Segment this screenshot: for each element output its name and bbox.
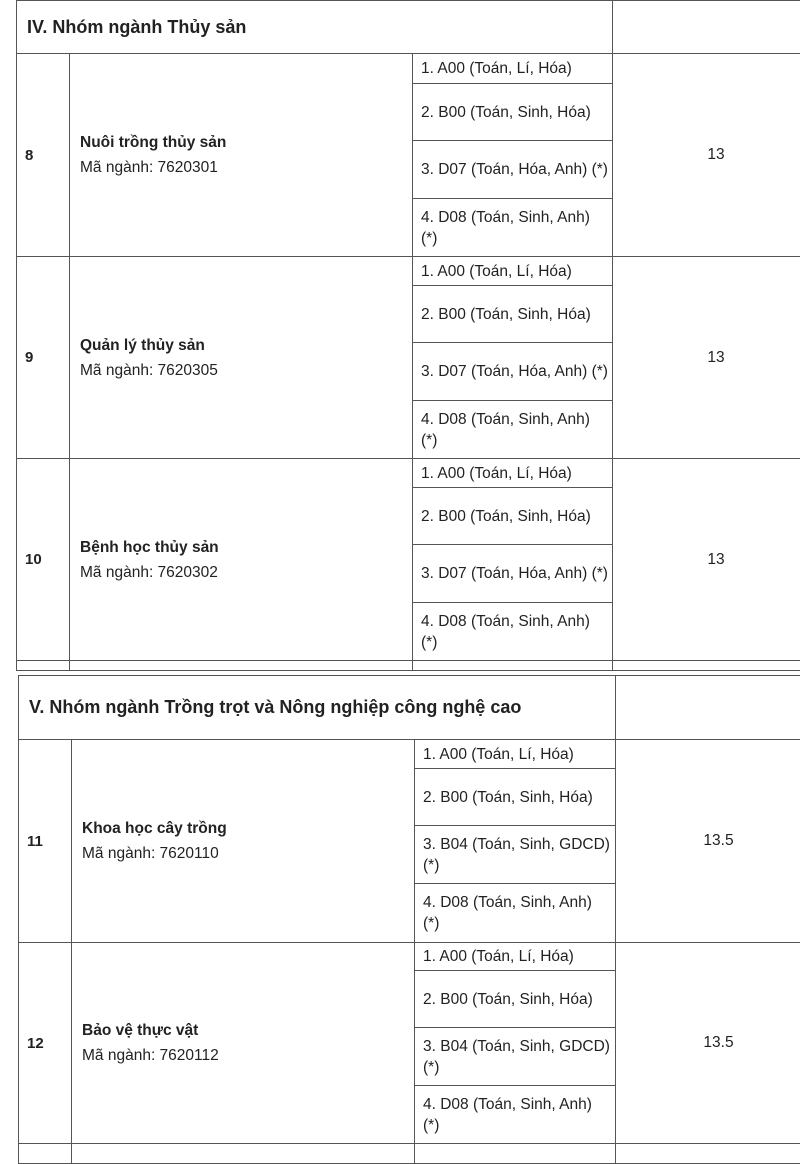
major-cell bbox=[70, 257, 413, 459]
score-cell: 13.5 bbox=[616, 740, 800, 943]
major-code: Mã ngành: 7620305 bbox=[80, 358, 412, 383]
row-number: 9 bbox=[17, 257, 70, 459]
combo-item: 2. B00 (Toán, Sinh, Hóa) bbox=[413, 84, 613, 141]
major-code: Mã ngành: 7620301 bbox=[80, 155, 412, 180]
table-cell-empty bbox=[613, 661, 800, 671]
major-name: Nuôi trồng thủy sản bbox=[80, 130, 412, 155]
section-table bbox=[18, 675, 800, 1164]
major-name: Khoa học cây trồng bbox=[82, 816, 414, 841]
table-cell-empty bbox=[413, 661, 613, 671]
major-code: Mã ngành: 7620112 bbox=[82, 1043, 414, 1068]
table-cell-empty bbox=[17, 661, 70, 671]
combo-item: 2. B00 (Toán, Sinh, Hóa) bbox=[415, 769, 616, 826]
combo-item: 3. D07 (Toán, Hóa, Anh) (*) bbox=[413, 545, 613, 603]
major-code: Mã ngành: 7620110 bbox=[82, 841, 414, 866]
combo-item: 4. D08 (Toán, Sinh, Anh) (*) bbox=[413, 199, 613, 257]
row-number: 12 bbox=[19, 943, 72, 1144]
major-name: Bệnh học thủy sản bbox=[80, 535, 412, 560]
score-cell: 13 bbox=[613, 459, 800, 661]
major-code: Mã ngành: 7620302 bbox=[80, 560, 412, 585]
combo-item: 1. A00 (Toán, Lí, Hóa) bbox=[413, 257, 613, 286]
major-cell bbox=[72, 740, 415, 943]
table-cell-empty bbox=[415, 1144, 616, 1164]
section-title-blank bbox=[613, 1, 800, 54]
row-number: 11 bbox=[19, 740, 72, 943]
table-cell-empty bbox=[19, 1144, 72, 1164]
section-title-blank bbox=[616, 676, 800, 740]
major-cell bbox=[70, 459, 413, 661]
combo-item: 4. D08 (Toán, Sinh, Anh) (*) bbox=[415, 884, 616, 943]
combo-item: 4. D08 (Toán, Sinh, Anh) (*) bbox=[413, 603, 613, 661]
combo-item: 1. A00 (Toán, Lí, Hóa) bbox=[415, 740, 616, 769]
table-cell-empty bbox=[72, 1144, 415, 1164]
combo-item: 1. A00 (Toán, Lí, Hóa) bbox=[413, 459, 613, 488]
combo-item: 3. B04 (Toán, Sinh, GDCD) (*) bbox=[415, 1028, 616, 1086]
score-cell: 13.5 bbox=[616, 943, 800, 1144]
table-cell-empty bbox=[70, 661, 413, 671]
score-cell: 13 bbox=[613, 54, 800, 257]
combo-item: 3. B04 (Toán, Sinh, GDCD) (*) bbox=[415, 826, 616, 884]
combo-item: 3. D07 (Toán, Hóa, Anh) (*) bbox=[413, 343, 613, 401]
combo-item: 1. A00 (Toán, Lí, Hóa) bbox=[413, 54, 613, 84]
row-number: 10 bbox=[17, 459, 70, 661]
section-title: IV. Nhóm ngành Thủy sản bbox=[17, 1, 613, 54]
section-table bbox=[16, 0, 800, 671]
combo-item: 2. B00 (Toán, Sinh, Hóa) bbox=[413, 286, 613, 343]
major-cell bbox=[70, 54, 413, 257]
combo-item: 4. D08 (Toán, Sinh, Anh) (*) bbox=[415, 1086, 616, 1144]
row-number: 8 bbox=[17, 54, 70, 257]
major-name: Bảo vệ thực vật bbox=[82, 1018, 414, 1043]
combo-item: 3. D07 (Toán, Hóa, Anh) (*) bbox=[413, 141, 613, 199]
score-cell: 13 bbox=[613, 257, 800, 459]
combo-item: 1. A00 (Toán, Lí, Hóa) bbox=[415, 943, 616, 971]
combo-item: 2. B00 (Toán, Sinh, Hóa) bbox=[415, 971, 616, 1028]
section-title: V. Nhóm ngành Trồng trọt và Nông nghiệp công nghệ cao bbox=[19, 676, 616, 740]
table-cell-empty bbox=[616, 1144, 800, 1164]
combo-item: 2. B00 (Toán, Sinh, Hóa) bbox=[413, 488, 613, 545]
major-cell bbox=[72, 943, 415, 1144]
major-name: Quản lý thủy sản bbox=[80, 333, 412, 358]
combo-item: 4. D08 (Toán, Sinh, Anh) (*) bbox=[413, 401, 613, 459]
